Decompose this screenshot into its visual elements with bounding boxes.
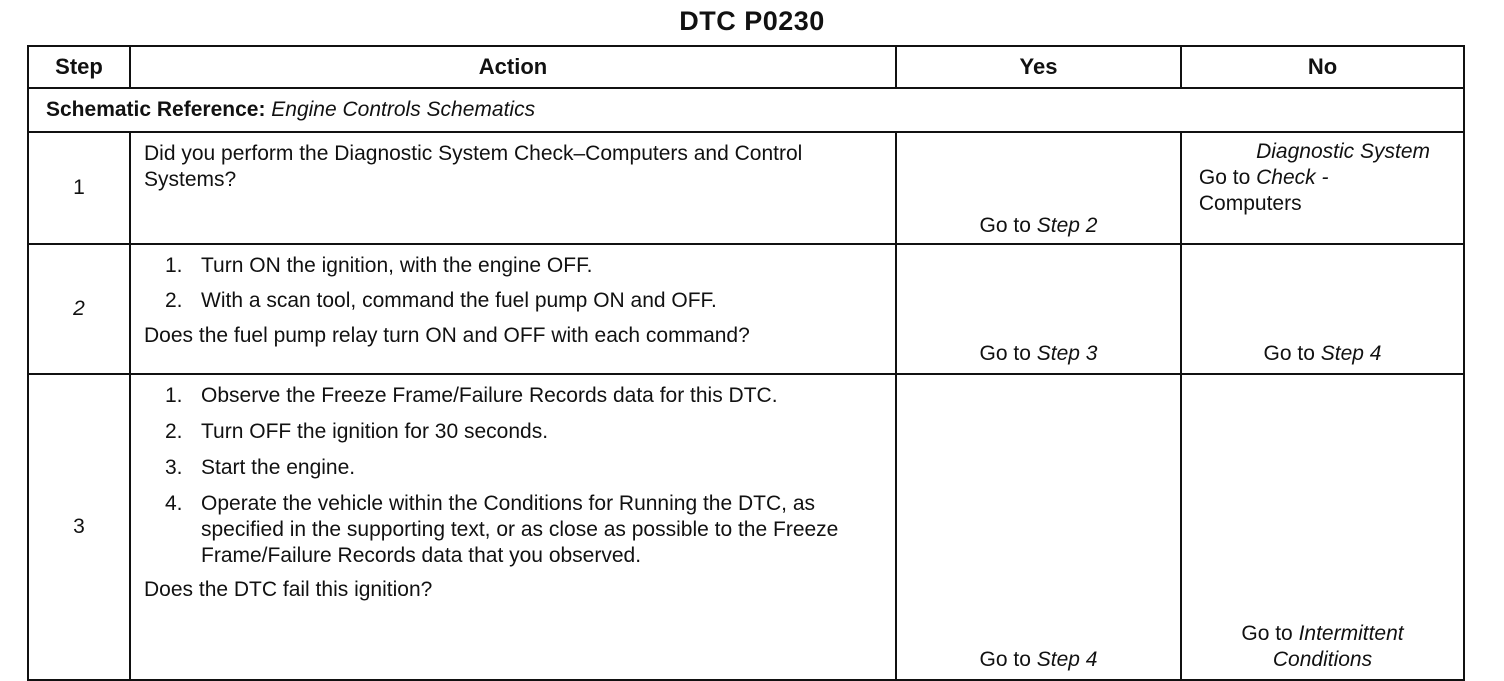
action-question: Did you perform the Diagnostic System Check–Computers and Control Systems? (144, 142, 803, 191)
list-item-text: Turn OFF the ignition for 30 seconds. (201, 420, 549, 443)
table-row (28, 132, 1464, 244)
list-item (144, 383, 885, 409)
yes-link[interactable]: Step 4 (1036, 648, 1098, 671)
header-action: Action (130, 46, 896, 88)
list-item-number: 3. (165, 456, 183, 479)
list-item-text: Turn ON the ignition, with the engine OFF. (201, 254, 593, 277)
yes-link[interactable]: Step 2 (1036, 214, 1098, 237)
action-cell (130, 244, 896, 374)
step-number: 2 (28, 244, 130, 374)
step-number: 1 (28, 132, 130, 244)
no-prefix: Go to (1241, 622, 1299, 645)
schematic-reference-link[interactable]: Engine Controls Schematics (271, 98, 536, 121)
list-item-number: 4. (165, 492, 183, 515)
action-cell (130, 132, 896, 244)
action-steps-list (144, 383, 885, 569)
yes-link[interactable]: Step 3 (1036, 342, 1098, 365)
table-row (28, 374, 1464, 680)
list-item-number: 1. (165, 254, 183, 277)
list-item-number: 2. (165, 289, 183, 312)
header-step: Step (28, 46, 130, 88)
no-link[interactable]: Intermittent Conditions (1272, 622, 1404, 671)
yes-cell (896, 132, 1181, 244)
list-item-text: Observe the Freeze Frame/Failure Records data for this DTC. (201, 384, 778, 407)
page-title: DTC P0230 (679, 6, 825, 36)
yes-prefix: Go to (979, 648, 1037, 671)
schematic-reference-label: Schematic Reference: (46, 98, 266, 121)
list-item (144, 419, 885, 445)
schematic-reference-row (28, 88, 1464, 132)
yes-prefix: Go to (979, 214, 1037, 237)
schematic-reference-cell (28, 88, 1464, 132)
header-no: No (1181, 46, 1464, 88)
action-cell (130, 374, 896, 680)
list-item (144, 253, 885, 279)
list-item (144, 455, 885, 481)
no-prefix: Go to (1263, 342, 1321, 365)
list-item-number: 2. (165, 420, 183, 443)
step-number: 3 (28, 374, 130, 680)
list-item-text: With a scan tool, command the fuel pump ON and OFF. (201, 289, 717, 312)
action-steps-list (144, 253, 885, 314)
no-prefix: Go to (1198, 166, 1257, 189)
header-row (28, 46, 1464, 88)
yes-cell (896, 244, 1181, 374)
yes-cell (896, 374, 1181, 680)
yes-prefix: Go to (979, 342, 1037, 365)
list-item-text: Operate the vehicle within the Conditions for Running the DTC, as specified in the supporting text, or as close as possible to the Freeze Frame/Failure Records data that you observed. (201, 492, 839, 567)
diagnostic-table (27, 45, 1465, 681)
no-link[interactable]: Step 4 (1320, 342, 1382, 365)
list-item-text: Start the engine. (201, 456, 356, 479)
no-cell (1181, 244, 1464, 374)
list-item (144, 491, 885, 569)
action-question: Does the fuel pump relay turn ON and OFF with each command? (144, 324, 750, 347)
no-cell (1181, 132, 1464, 244)
no-cell (1181, 374, 1464, 680)
no-suffix: Computers (1198, 192, 1302, 215)
action-question: Does the DTC fail this ignition? (144, 578, 433, 601)
list-item-number: 1. (165, 384, 183, 407)
list-item (144, 288, 885, 314)
table-row (28, 244, 1464, 374)
header-yes: Yes (896, 46, 1181, 88)
no-link[interactable]: Diagnostic System Check - (1256, 140, 1430, 189)
